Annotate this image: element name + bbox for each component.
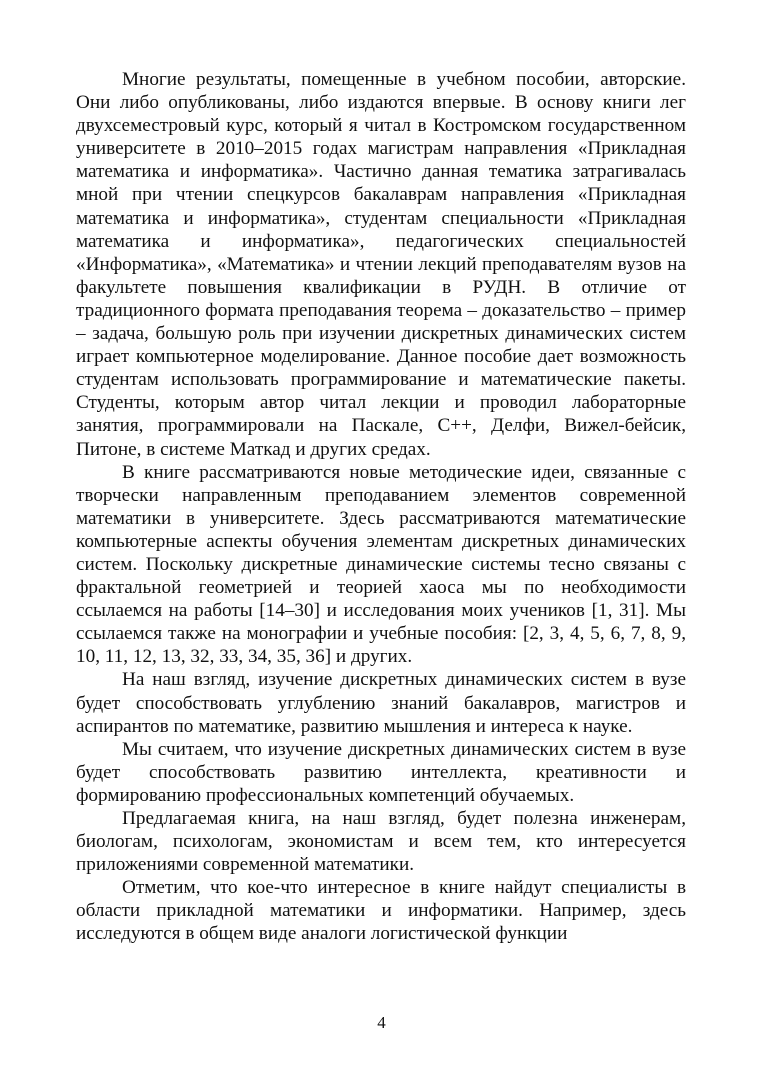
page-body xyxy=(76,68,686,946)
paragraph-6: Отметим, что кое-что интересное в книге найдут специалисты в области прикладной математики и информатики. Например, здесь исследуются в общем виде аналоги логистической функции xyxy=(76,877,686,945)
paragraph-2: В книге рассматриваются новые методические идеи, связанные с творчески направленным преподаванием элементов современной математики в университете. Здесь рассматриваются математические компьютерные аспекты обучения элементам дискретных динамических систем. Поскольку дискретные динамические системы тесно связаны с фрактальной геометрией и теорией хаоса мы по необходимости ссылаемся на работы [14–30] и исследования моих учеников [1, 31]. Мы ссылаемся также на монографии и учебные пособия: [2, 3, 4, 5, 6, 7, 8, 9, 10, 11, 12, 13, 32, 33, 34, 35, 36] и других. xyxy=(76,461,686,668)
paragraph-5: Предлагаемая книга, на наш взгляд, будет полезна инженерам, биологам, психологам, экономистам и всем тем, кто интересуется приложениями современной математики. xyxy=(76,808,686,876)
paragraph-3: На наш взгляд, изучение дискретных динамических систем в вузе будет способствовать углублению знаний бакалавров, магистров и аспирантов по математике, развитию мышления и интереса к науке. xyxy=(76,669,686,737)
paragraph-1: Многие результаты, помещенные в учебном пособии, авторские. Они либо опубликованы, либо издаются впервые. В основу книги лег двухсеместровый курс, который я читал в Костромском государственном университете в 2010–2015 годах магистрам направления «Прикладная математика и информатика». Частично данная тематика затрагивалась мной при чтении спецкурсов бакалаврам направления «Прикладная математика и информатика», студентам специальности «Прикладная математика и информатика», педагогических специальностей «Информатика», «Математика» и чтении лекций преподавателям вузов на факультете повышения квалификации в РУДН. В отличие от традиционного формата преподавания теорема – доказательство – пример – задача, большую роль при изучении дискретных динамических систем играет компьютерное моделирование. Данное пособие дает возможность студентам использовать программирование и математические пакеты. Студенты, которым автор читал лекции и проводил лабораторные занятия, программировали на Паскале, С++, Делфи, Вижел-бейсик, Питоне, в системе Маткад и других средах. xyxy=(76,69,686,460)
page-number: 4 xyxy=(377,1013,386,1032)
paragraph-4: Мы считаем, что изучение дискретных динамических систем в вузе будет способствовать развитию интеллекта, креативности и формированию профессиональных компетенций обучаемых. xyxy=(76,738,686,806)
